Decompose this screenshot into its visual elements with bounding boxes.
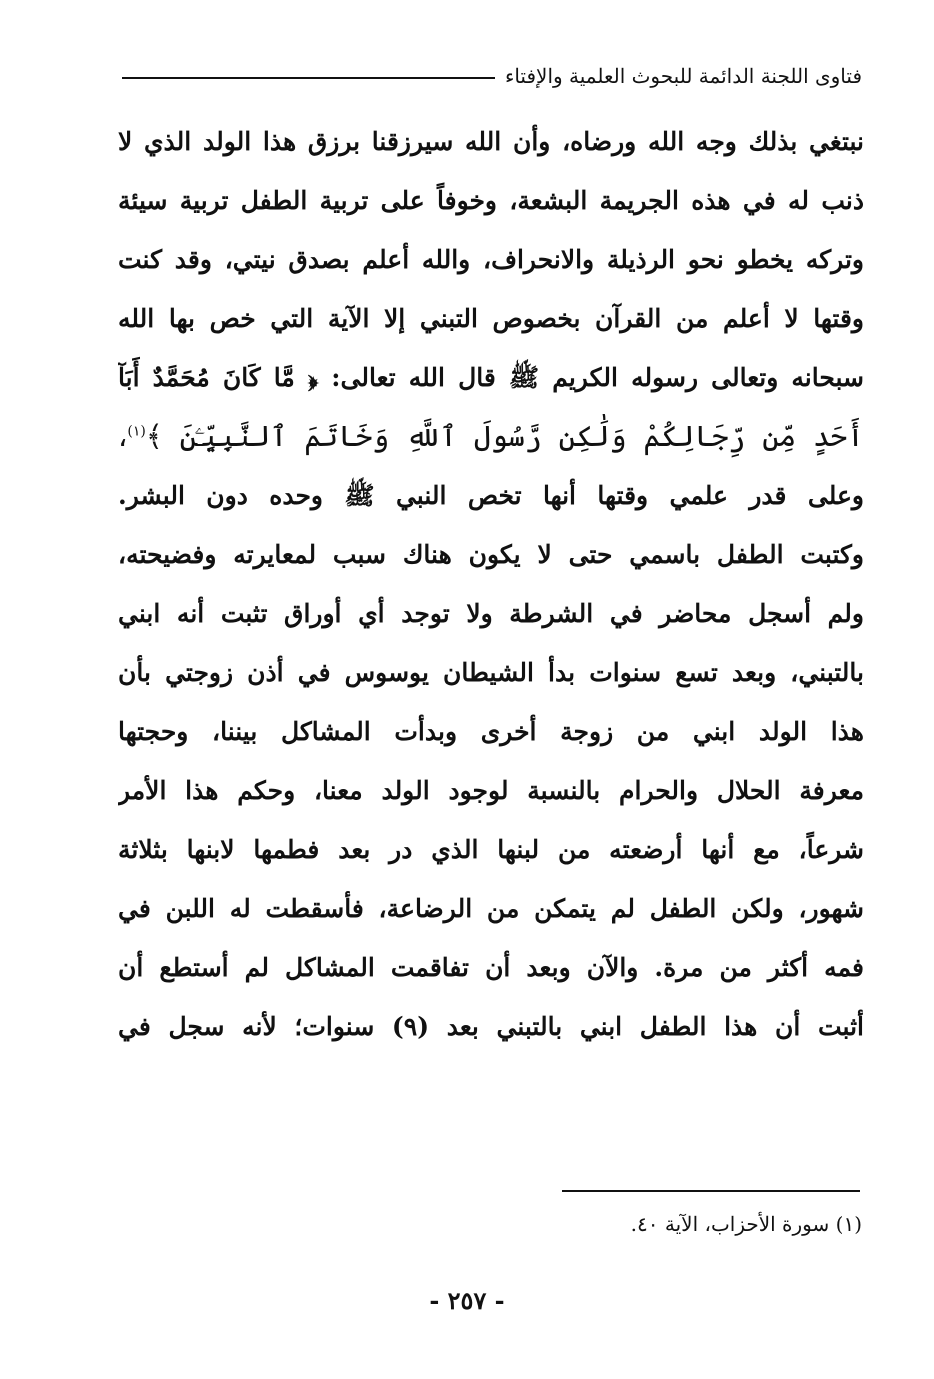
quran-verse-line xyxy=(118,407,864,466)
header-title: فتاوى اللجنة الدائمة للبحوث العلمية والإفتاء xyxy=(504,64,862,88)
body-line-10: بالتبني، وبعد تسع سنوات بدأ الشيطان يوسوس في أذن زوجتي بأن xyxy=(118,658,864,687)
footnote-1: (١) سورة الأحزاب، الآية ٤٠. xyxy=(630,1212,862,1236)
verse-end-punctuation: ، xyxy=(118,419,128,453)
body-line-3: وتركه يخطو نحو الرذيلة والانحراف، والله أعلم بصدق نيتي، وقد كنت xyxy=(118,245,864,274)
body-line-5: سبحانه وتعالى رسوله الكريم ﷺ قال الله تعالى: ﴿ مَّا كَانَ مُحَمَّدٌ أَبَآ xyxy=(118,363,864,392)
body-line-8: وكتبت الطفل باسمي حتى لا يكون هناك سبب لمعايرته وفضيحته، xyxy=(118,540,864,569)
body-line-1: نبتغي بذلك وجه الله ورضاه، وأن الله سيرزقنا برزق هذا الولد الذي لا xyxy=(118,127,864,156)
page-number: - ٢٥٧ - xyxy=(429,1286,505,1315)
body-line-12: معرفة الحلال والحرام بالنسبة لوجود الولد معنا، وحكم هذا الأمر xyxy=(118,776,864,805)
body-line-4: وقتها لا أعلم من القرآن بخصوص التبني إلا الآية التي خص بها الله xyxy=(118,304,864,333)
body-line-11: هذا الولد ابني من زوجة أخرى وبدأت المشاكل بيننا، وحجتها xyxy=(118,717,864,746)
body-line-9: ولم أسجل محاضر في الشرطة ولا توجد أي أوراق تثبت أنه ابني xyxy=(118,599,864,628)
body-line-16: أثبت أن هذا الطفل ابني بالتبني بعد (٩) سنوات؛ لأنه سجل في xyxy=(118,1012,864,1041)
body-line-2: ذنب له في هذه الجريمة البشعة، وخوفاً على تربية الطفل تربية سيئة xyxy=(118,186,864,215)
running-header xyxy=(122,58,862,94)
footnote-reference: (١) xyxy=(127,423,146,440)
quran-verse-text: أَحَدٍ مِّن رِّجَالِكُمْ وَلَٰكِن رَّسُولَ ٱللَّهِ وَخَاتَمَ ٱلنَّبِيِّـۧنَ ﴾ xyxy=(145,419,864,453)
body-line-13: شرعاً، مع أنها أرضعته من لبنها الذي در بعد فطمها لابنها بثلاثة xyxy=(118,835,864,864)
body-text xyxy=(118,112,864,1056)
header-rule xyxy=(122,77,495,79)
footnote-separator xyxy=(562,1190,860,1192)
body-line-14: شهور، ولكن الطفل لم يتمكن من الرضاعة، فأسقطت له اللبن في xyxy=(118,894,864,923)
body-line-7: وعلى قدر علمي وقتها أنها تخص النبي ﷺ وحده دون البشر. xyxy=(118,481,864,510)
body-line-15: فمه أكثر من مرة. والآن وبعد أن تفاقمت المشاكل لم أستطع أن xyxy=(118,953,864,982)
